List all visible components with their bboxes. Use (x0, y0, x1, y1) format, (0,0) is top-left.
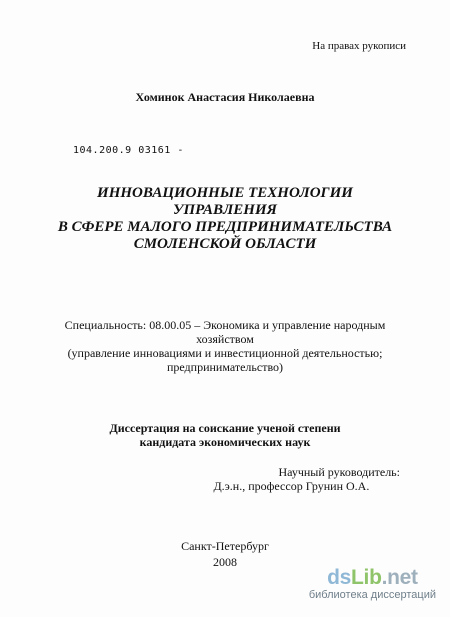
title-line: УПРАВЛЕНИЯ (173, 202, 277, 218)
degree-line: кандидата экономических наук (139, 435, 311, 449)
degree-line: Диссертация на соискание ученой степени (109, 421, 341, 435)
dissertation-title (0, 185, 450, 253)
rights-note: На правах рукописи (312, 40, 406, 52)
year: 2008 (213, 555, 237, 569)
specialty-line: хозяйством (196, 332, 254, 346)
degree-statement (0, 421, 450, 449)
dslib-watermark (309, 567, 436, 601)
logo-lib: Lib (351, 566, 382, 589)
specialty-line: предпринимательство) (166, 360, 284, 374)
logo-net: .net (381, 566, 418, 589)
dslib-logo (309, 567, 436, 589)
specialty-block (0, 318, 450, 374)
supervisor-name: Д.э.н., профессор Грунин О.А. (213, 479, 370, 493)
watermark-caption: библиотека диссертаций (308, 589, 436, 601)
title-line: В СФЕРЕ МАЛОГО ПРЕДПРИНИМАТЕЛЬСТВА (57, 219, 393, 235)
title-line: СМОЛЕНСКОЙ ОБЛАСТИ (133, 236, 317, 252)
city: Санкт-Петербург (181, 539, 269, 553)
specialty-line: (управление инновациями и инвестиционной деятельностью; (67, 346, 383, 360)
archive-code-stamp: 104.200.9 03161 - (73, 145, 184, 156)
title-line: ИННОВАЦИОННЫЕ ТЕХНОЛОГИИ (97, 185, 353, 201)
supervisor-label: Научный руководитель: (278, 465, 400, 479)
author-name: Хоминок Анастасия Николаевна (135, 90, 315, 104)
supervisor-block (213, 465, 400, 493)
specialty-line: Специальность: 08.00.05 – Экономика и управление народным (64, 318, 386, 332)
logo-ds: ds (327, 566, 352, 589)
